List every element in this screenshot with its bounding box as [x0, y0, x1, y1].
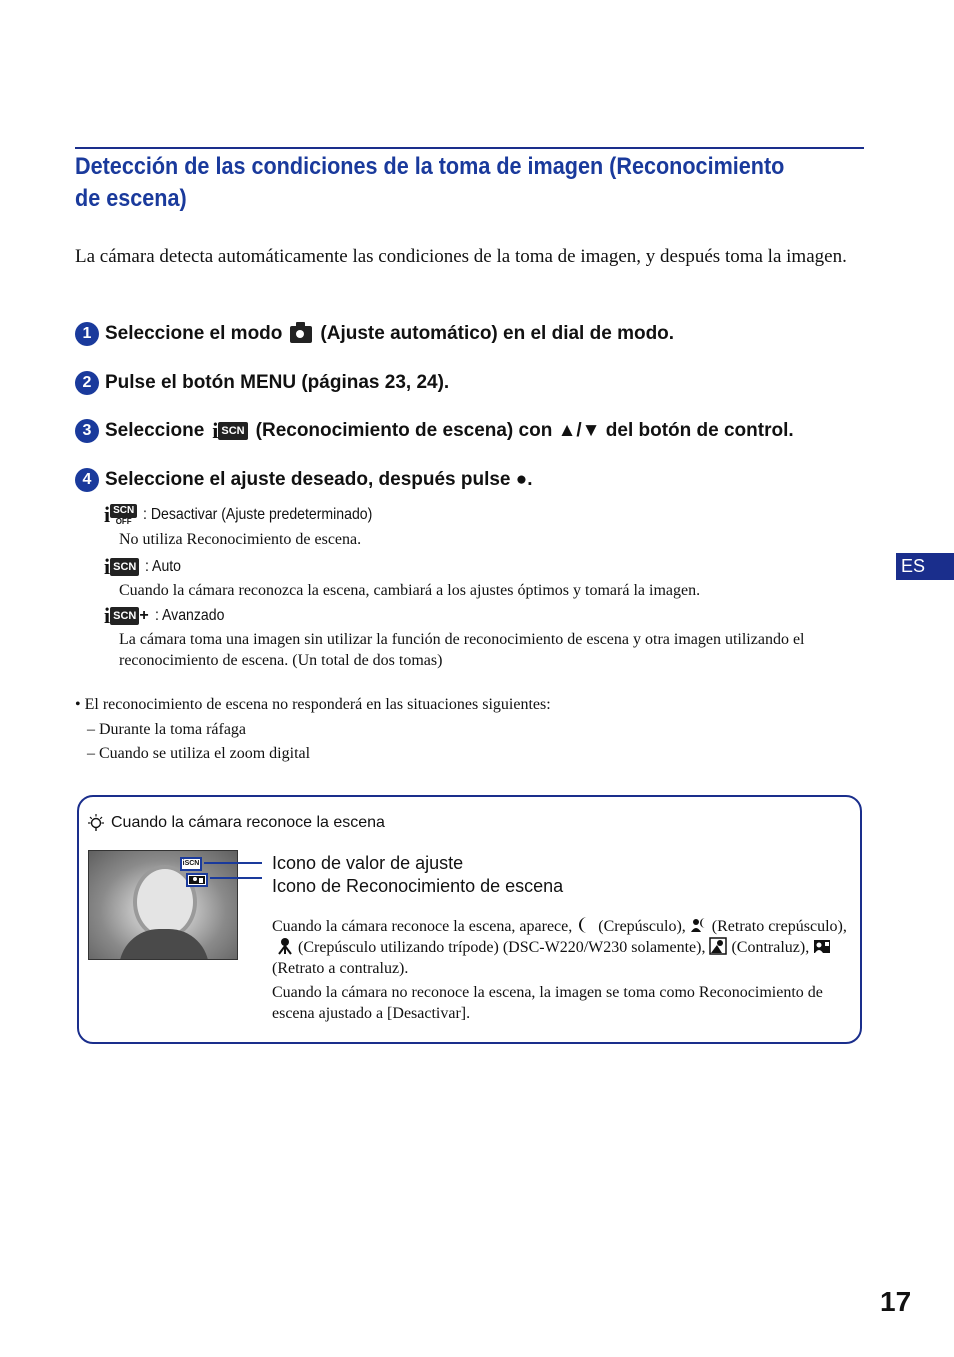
option-advanced-label: : Avanzado — [154, 607, 225, 624]
note-body — [272, 916, 852, 1024]
page-number: 17 — [880, 1286, 912, 1317]
scn-off-icon: i SCN OFF — [104, 502, 137, 528]
option-auto-label: : Auto — [145, 558, 182, 575]
step-number-1: 1 — [75, 322, 99, 346]
step-4-text: Seleccione el ajuste deseado, después pulse ●. — [105, 469, 533, 490]
note-heading: Cuando la cámara reconoce la escena — [86, 813, 385, 833]
intro-paragraph: La cámara detecta automáticamente las condiciones de la toma de imagen, y después toma la imagen. — [75, 246, 847, 267]
step-3-text-a: Seleccione — [105, 420, 205, 441]
step-number-2: 2 — [75, 371, 99, 395]
option-off — [104, 503, 404, 527]
list-item: – Cuando se utiliza el zoom digital — [87, 745, 311, 762]
step-1-text-b: (Ajuste automático) en el dial de modo. — [320, 323, 675, 344]
callout-line-1 — [204, 862, 262, 864]
callout-setting-value: Icono de valor de ajuste — [272, 853, 464, 873]
camera-icon — [290, 326, 312, 343]
option-advanced — [104, 604, 234, 628]
scn-advanced-icon: i SCN + — [104, 603, 149, 628]
callout-line-2 — [210, 877, 262, 879]
option-auto — [104, 555, 186, 579]
note-paragraph-2: Cuando la cámara no reconoce la escena, la imagen se toma como Reconocimiento de escena ajustado a [Desactivar]. — [272, 984, 823, 1022]
bullet-main: • El reconocimiento de escena no responderá en las situaciones siguientes: — [75, 696, 551, 713]
section-title: Detección de las condiciones de la toma de imagen (Reconocimiento de escena) — [75, 153, 785, 212]
setting-value-icon: iSCN — [180, 857, 202, 871]
title-rule — [75, 147, 864, 149]
twilight-tripod-icon — [276, 937, 294, 955]
note-paragraph-1: Cuando la cámara reconoce la escena, aparece, (Crepúsculo), (Retrato crepúsculo),(Crepúsculo utilizando trípode) (DSC-W220/W230 solamente), (Contraluz),(Retrato a contraluz). — [272, 918, 847, 977]
step-1 — [75, 321, 674, 347]
list-item: – Durante la toma ráfaga — [87, 720, 247, 738]
backlight-portrait-icon — [813, 937, 831, 955]
scene-recognition-icon: i SCN — [212, 418, 247, 444]
step-2-text: Pulse el botón MENU (páginas 23, 24). — [105, 372, 450, 393]
sample-photo — [88, 850, 238, 960]
language-tab: ES — [896, 553, 954, 580]
step-3 — [75, 418, 794, 444]
step-number-3: 3 — [75, 419, 99, 443]
tip-bulb-icon — [86, 813, 106, 833]
step-1-text-a: Seleccione el modo — [105, 323, 283, 344]
child-body — [119, 929, 209, 960]
twilight-moon-icon — [576, 916, 594, 934]
callout-scene-recognition: Icono de Reconocimiento de escena — [272, 876, 564, 896]
scn-auto-icon: i SCN — [104, 554, 139, 580]
conditions-list — [75, 693, 551, 767]
option-off-desc: No utiliza Reconocimiento de escena. — [119, 531, 362, 548]
step-3-text-b: (Reconocimiento de escena) con ▲/▼ del botón de control. — [255, 420, 794, 441]
option-off-label: : Desactivar (Ajuste predeterminado) — [143, 506, 373, 523]
step-number-4: 4 — [75, 468, 99, 492]
scene-recognition-mini-icon — [186, 873, 208, 887]
twilight-portrait-icon — [690, 916, 708, 934]
backlight-icon — [709, 937, 727, 955]
option-auto-desc: Cuando la cámara reconozca la escena, cambiará a los ajustes óptimos y tomará la imagen. — [119, 582, 701, 599]
child-face — [137, 869, 193, 935]
step-2 — [75, 370, 449, 396]
option-advanced-desc: La cámara toma una imagen sin utilizar la función de reconocimiento de escena y otra imagen utilizando el reconocimiento de escena. (Un total de dos tomas) — [119, 631, 805, 669]
step-4 — [75, 467, 533, 493]
